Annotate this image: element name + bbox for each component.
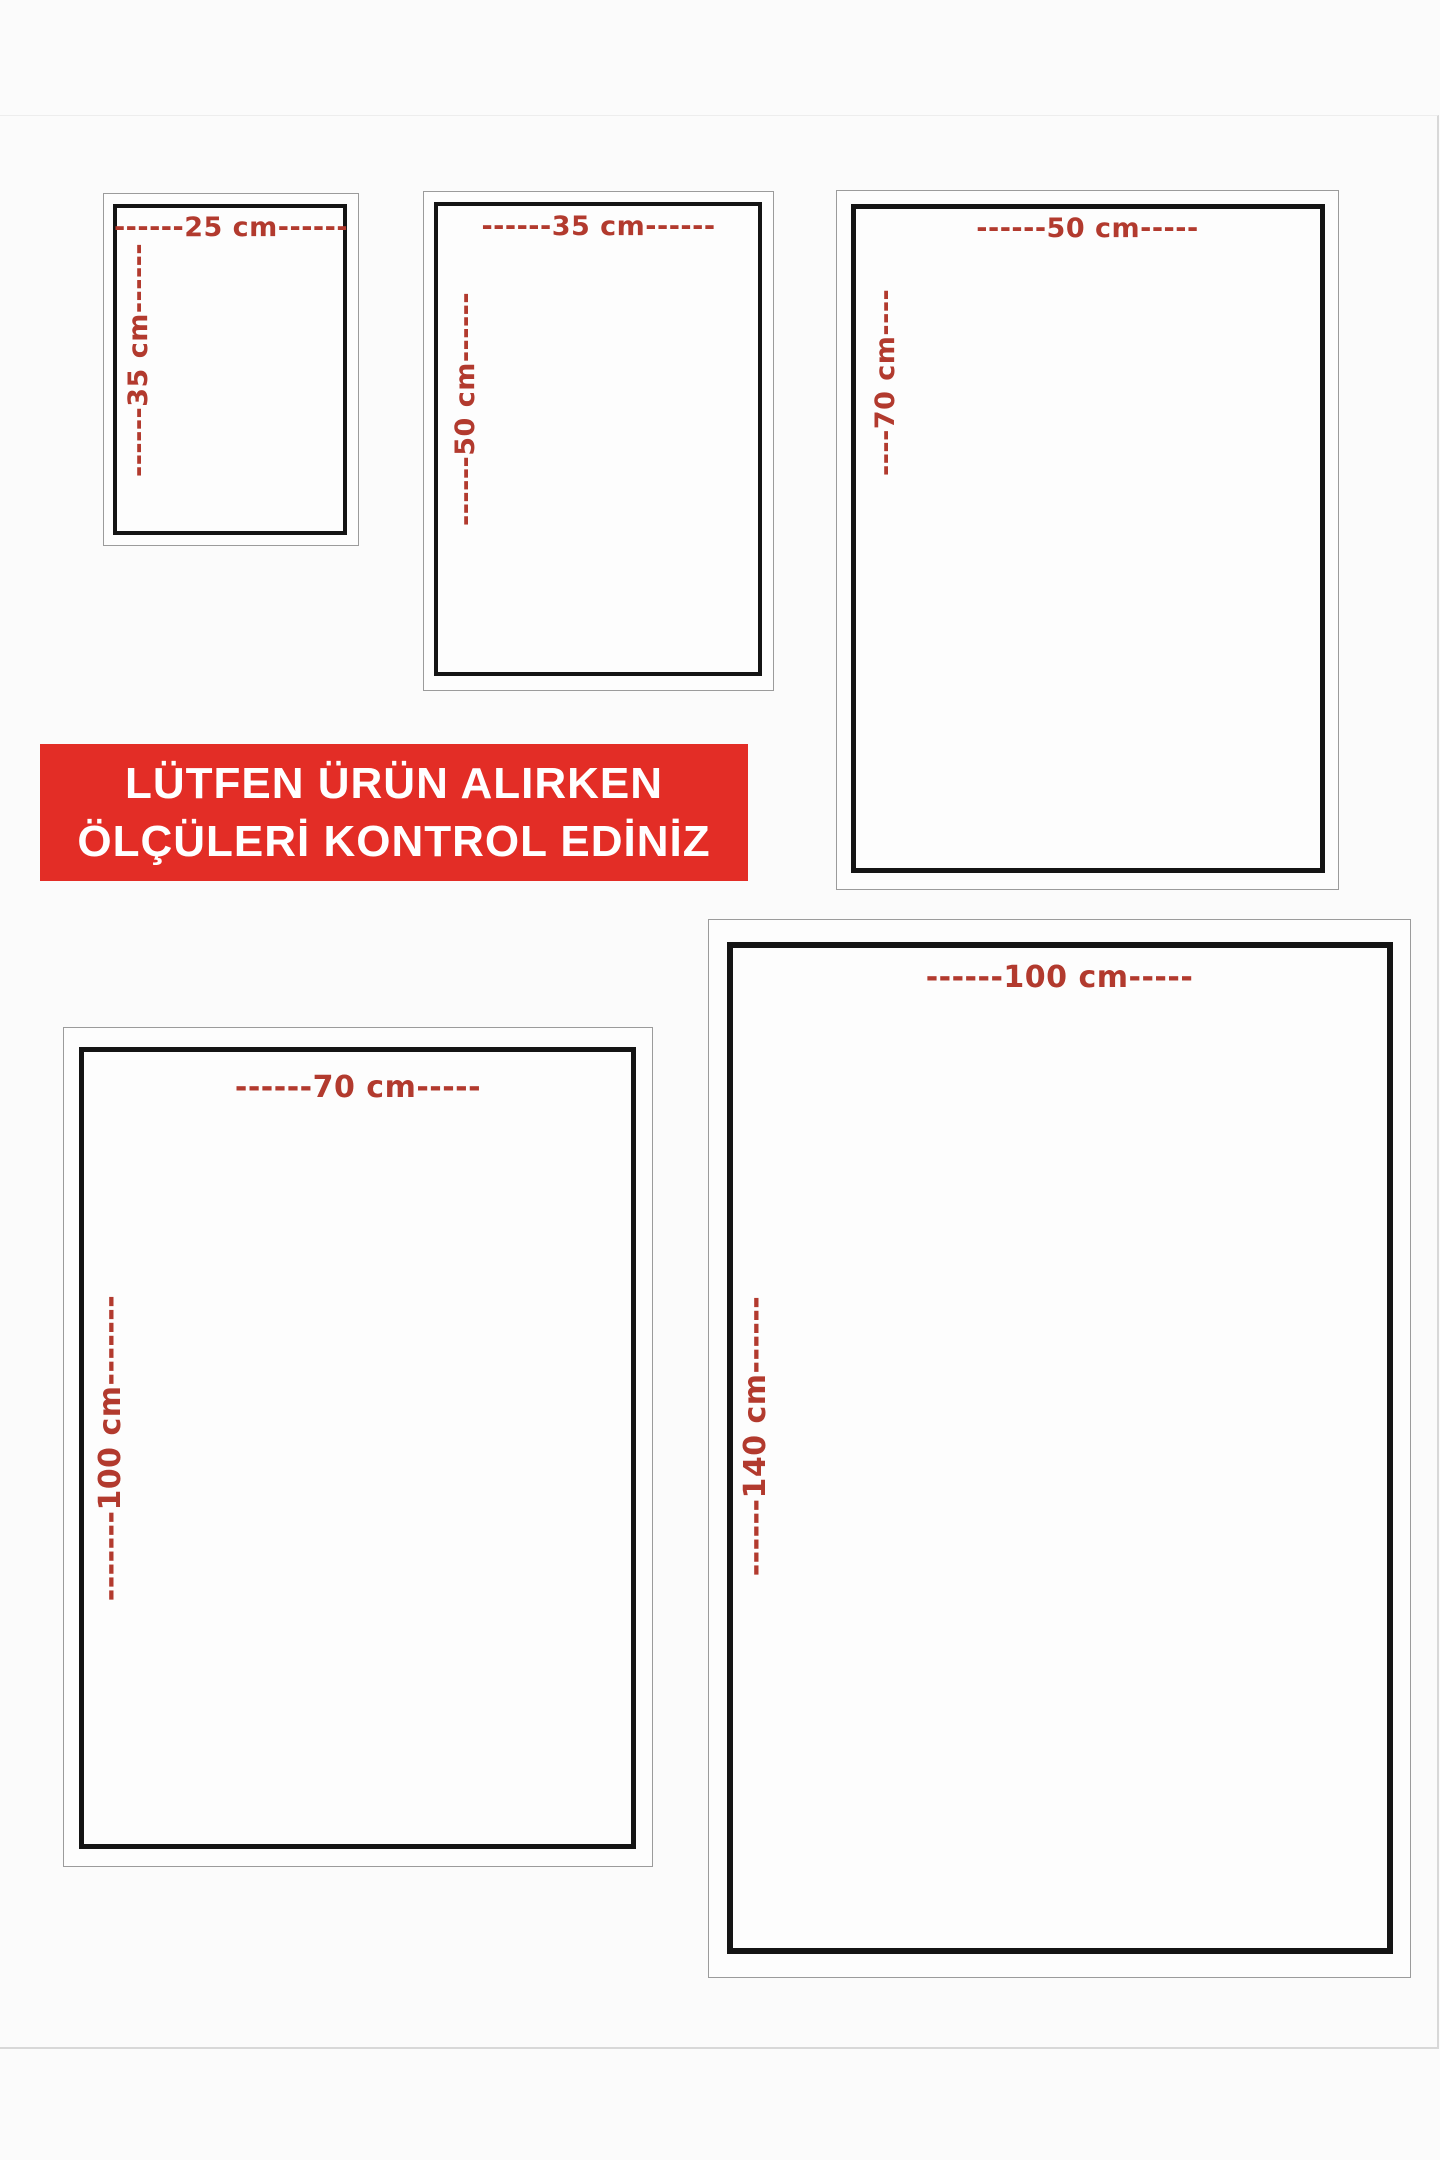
height-label: ------140 cm------	[738, 1295, 773, 1577]
height-label: ----70 cm----	[870, 288, 901, 476]
width-label: ------70 cm-----	[234, 1070, 482, 1105]
warning-banner-line2: ÖLÇÜLERİ KONTROL EDİNİZ	[77, 816, 711, 866]
size-box-100x140	[708, 919, 1411, 1978]
width-label: ------35 cm------	[481, 211, 716, 242]
warning-banner-line1: LÜTFEN ÜRÜN ALIRKEN	[125, 758, 663, 808]
size-box-35x50	[423, 191, 774, 691]
size-box-70x100	[63, 1027, 653, 1867]
height-label: ------35 cm------	[123, 242, 154, 477]
width-label: ------25 cm------	[113, 212, 349, 243]
height-label: ------50 cm------	[450, 291, 481, 526]
warning-banner	[40, 744, 748, 881]
height-label: -------100 cm-------	[93, 1294, 128, 1602]
size-box-25x35	[103, 193, 359, 546]
size-box-70x100-frame	[79, 1047, 636, 1849]
size-box-100x140-frame	[727, 942, 1393, 1954]
width-label: ------100 cm-----	[925, 960, 1194, 995]
size-box-35x50-frame	[434, 202, 762, 676]
size-box-50x70	[836, 190, 1339, 890]
size-box-50x70-frame	[851, 204, 1325, 873]
width-label: ------50 cm-----	[976, 213, 1199, 244]
